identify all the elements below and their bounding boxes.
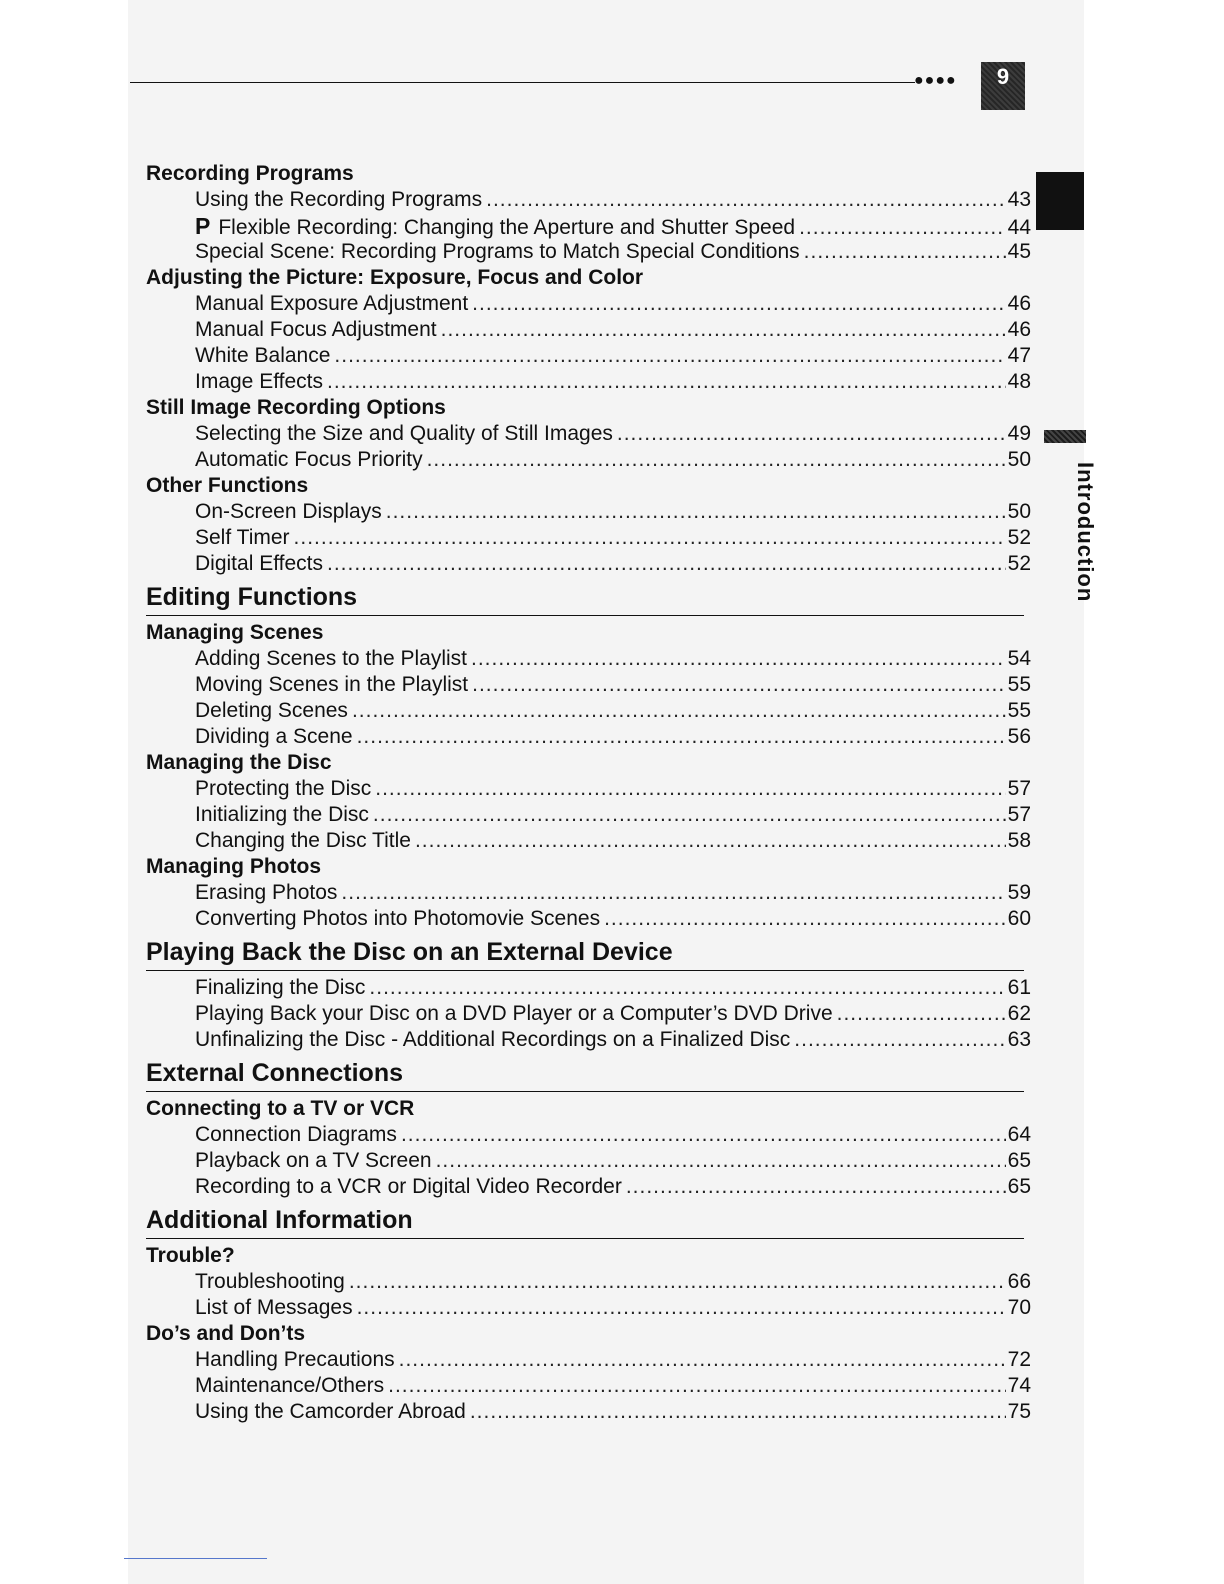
dot-leader	[486, 187, 1006, 213]
toc-entry-title: Changing the Disc Title	[195, 829, 411, 852]
dot-leader	[415, 828, 1006, 854]
toc-page-number: 45	[1007, 240, 1031, 263]
toc-page-number: 56	[1007, 725, 1031, 748]
toc-entry[interactable]	[146, 525, 1031, 551]
toc-entry[interactable]	[146, 802, 1031, 828]
dot-leader	[327, 551, 1006, 577]
toc-entry-title-wrap	[195, 1347, 395, 1373]
toc-entry-title-wrap	[195, 698, 348, 724]
toc-entry-title-wrap	[195, 880, 337, 906]
toc-entry[interactable]	[146, 698, 1031, 724]
toc-entry[interactable]	[146, 1148, 1031, 1174]
toc-entry-title: Manual Exposure Adjustment	[195, 292, 469, 315]
toc-entry[interactable]	[146, 1001, 1031, 1027]
dot-leader	[804, 239, 1006, 265]
dot-leader	[388, 1373, 1006, 1399]
toc-entry[interactable]	[146, 1373, 1031, 1399]
toc-entry-title-wrap	[195, 213, 795, 241]
toc-entry-title: Dividing a Scene	[195, 725, 353, 748]
dot-leader	[334, 343, 1005, 369]
toc-group-heading: Connecting to a TV or VCR	[146, 1097, 415, 1120]
toc-group-heading: Adjusting the Picture: Exposure, Focus and Color	[146, 266, 644, 289]
toc-entry[interactable]	[146, 499, 1031, 525]
dot-leader	[471, 646, 1006, 672]
dot-leader	[617, 421, 1006, 447]
toc-entry[interactable]	[146, 1399, 1031, 1425]
toc-entry[interactable]	[146, 317, 1031, 343]
table-of-contents	[146, 161, 1031, 1425]
toc-entry-title-wrap	[195, 1373, 384, 1399]
toc-page-number: 62	[1007, 1002, 1031, 1025]
toc-entry-title: On-Screen Displays	[195, 500, 382, 523]
toc-entry[interactable]	[146, 369, 1031, 395]
dot-leader	[799, 215, 1006, 241]
toc-entry[interactable]	[146, 1027, 1031, 1053]
toc-page-number: 61	[1007, 976, 1031, 999]
dot-leader	[327, 369, 1006, 395]
toc-entry-title: Handling Precautions	[195, 1348, 395, 1371]
toc-entry-title-wrap	[195, 525, 290, 551]
toc-entry-title-wrap	[195, 343, 330, 369]
toc-entry-title: Special Scene: Recording Programs to Match Special Conditions	[195, 240, 800, 263]
toc-entry-title-wrap	[195, 1122, 397, 1148]
dot-leader	[427, 447, 1006, 473]
dot-leader	[441, 317, 1006, 343]
toc-entry-title-wrap	[195, 1174, 622, 1200]
toc-entry[interactable]	[146, 906, 1031, 932]
toc-entry-title: Flexible Recording: Changing the Aperture and Shutter Speed	[218, 216, 796, 239]
toc-entry-title: White Balance	[195, 344, 331, 367]
toc-group-heading: Still Image Recording Options	[146, 396, 446, 419]
toc-entry-title-wrap	[195, 369, 323, 395]
toc-group-heading: Managing Photos	[146, 855, 321, 878]
toc-page-number: 44	[1007, 216, 1031, 239]
toc-entry-title: List of Messages	[195, 1296, 353, 1319]
toc-entry-title: Automatic Focus Priority	[195, 448, 423, 471]
toc-entry-title-wrap	[195, 828, 411, 854]
toc-entry[interactable]	[146, 421, 1031, 447]
toc-page-number: 46	[1007, 292, 1031, 315]
toc-page-number: 75	[1007, 1400, 1031, 1423]
dot-leader	[472, 291, 1005, 317]
toc-entry-title-wrap	[195, 1295, 353, 1321]
toc-entry[interactable]	[146, 724, 1031, 750]
toc-entry-title: Playing Back your Disc on a DVD Player or a Computer’s DVD Drive	[195, 1002, 833, 1025]
dot-leader	[373, 802, 1006, 828]
toc-entry-title: Protecting the Disc	[195, 777, 372, 800]
toc-page-number: 52	[1007, 526, 1031, 549]
dot-leader	[375, 776, 1005, 802]
toc-page-number: 58	[1007, 829, 1031, 852]
toc-entry-title: Playback on a TV Screen	[195, 1149, 432, 1172]
toc-entry-title: Deleting Scenes	[195, 699, 348, 722]
toc-page-number: 55	[1007, 699, 1031, 722]
toc-page-number: 47	[1007, 344, 1031, 367]
dot-leader	[470, 1399, 1006, 1425]
toc-page-number: 48	[1007, 370, 1031, 393]
dot-leader	[294, 525, 1006, 551]
toc-entry-title-wrap	[195, 291, 468, 317]
toc-page-number: 54	[1007, 647, 1031, 670]
toc-page-number: 50	[1007, 500, 1031, 523]
toc-page-number: 59	[1007, 881, 1031, 904]
toc-page-number: 65	[1007, 1175, 1031, 1198]
toc-entry[interactable]	[146, 646, 1031, 672]
toc-entry[interactable]	[146, 672, 1031, 698]
toc-entry-title-wrap	[195, 1269, 345, 1295]
toc-entry-title-wrap	[195, 239, 800, 265]
toc-entry-title-wrap	[195, 646, 467, 672]
dot-leader	[794, 1027, 1005, 1053]
toc-group-heading: Managing the Disc	[146, 751, 332, 774]
toc-entry-title-wrap	[195, 447, 423, 473]
toc-section-heading: External Connections	[146, 1058, 1024, 1092]
toc-page-number: 50	[1007, 448, 1031, 471]
page-number: 9	[996, 64, 1010, 89]
page-number-badge	[981, 62, 1025, 110]
toc-group-heading: Managing Scenes	[146, 621, 324, 644]
toc-entry-title: Using the Recording Programs	[195, 188, 483, 211]
toc-page-number: 74	[1007, 1374, 1031, 1397]
toc-entry-title-wrap	[195, 724, 353, 750]
toc-entry[interactable]	[146, 1122, 1031, 1148]
toc-entry-title: Selecting the Size and Quality of Still Images	[195, 422, 613, 445]
toc-entry[interactable]	[146, 975, 1031, 1001]
toc-section-heading: Additional Information	[146, 1205, 1024, 1239]
toc-entry-title-wrap	[195, 776, 371, 802]
toc-group-heading: Recording Programs	[146, 162, 354, 185]
toc-entry-title-wrap	[195, 187, 482, 213]
toc-entry[interactable]	[146, 551, 1031, 577]
dot-leader	[401, 1122, 1006, 1148]
toc-entry[interactable]	[146, 447, 1031, 473]
toc-entry-title: Digital Effects	[195, 552, 323, 575]
side-tab-label: Introduction	[1073, 462, 1098, 603]
toc-entry-title-wrap	[195, 317, 437, 343]
toc-entry[interactable]	[146, 828, 1031, 854]
bottom-edge-line	[124, 1558, 267, 1559]
dot-leader	[349, 1269, 1006, 1295]
toc-page-number: 46	[1007, 318, 1031, 341]
toc-entry-title: Recording to a VCR or Digital Video Recorder	[195, 1175, 622, 1198]
dot-leader	[436, 1148, 1006, 1174]
toc-entry-title: Maintenance/Others	[195, 1374, 385, 1397]
toc-section-heading: Editing Functions	[146, 582, 1024, 616]
toc-entry[interactable]	[146, 343, 1031, 369]
toc-entry-title-wrap	[195, 551, 323, 577]
dot-leader	[604, 906, 1006, 932]
toc-page-number: 64	[1007, 1123, 1031, 1146]
toc-entry-title: Image Effects	[195, 370, 324, 393]
toc-entry-title-wrap	[195, 1027, 790, 1053]
toc-entry-title: Erasing Photos	[195, 881, 338, 904]
dot-leader	[352, 698, 1006, 724]
toc-entry[interactable]	[146, 187, 1031, 213]
toc-entry[interactable]	[146, 880, 1031, 906]
toc-entry-title-wrap	[195, 672, 468, 698]
toc-page-number: 72	[1007, 1348, 1031, 1371]
toc-entry-title-wrap	[195, 906, 600, 932]
toc-entry-title: Unfinalizing the Disc - Additional Recordings on a Finalized Disc	[195, 1028, 791, 1051]
program-mode-p-icon: P	[195, 213, 211, 239]
toc-entry-title-wrap	[195, 1399, 466, 1425]
toc-entry-title: Manual Focus Adjustment	[195, 318, 437, 341]
toc-entry[interactable]	[146, 776, 1031, 802]
toc-page-number: 43	[1007, 188, 1031, 211]
toc-entry[interactable]	[146, 1174, 1031, 1200]
section-tab-marker	[1044, 430, 1086, 443]
toc-entry-title: Initializing the Disc	[195, 803, 369, 826]
header-dots: ●●●●	[914, 72, 957, 89]
toc-entry-title-wrap	[195, 499, 382, 525]
toc-entry-title-wrap	[195, 1001, 833, 1027]
dot-leader	[357, 724, 1006, 750]
dot-leader	[626, 1174, 1006, 1200]
toc-entry[interactable]	[146, 239, 1031, 265]
toc-group-heading: Trouble?	[146, 1244, 235, 1267]
toc-page-number: 52	[1007, 552, 1031, 575]
toc-entry-title: Using the Camcorder Abroad	[195, 1400, 466, 1423]
chapter-tab-marker	[1036, 172, 1084, 230]
toc-entry-title: Finalizing the Disc	[195, 976, 366, 999]
toc-entry-title-wrap	[195, 1148, 432, 1174]
dot-leader	[837, 1001, 1006, 1027]
toc-page-number: 66	[1007, 1270, 1031, 1293]
toc-page-number: 49	[1007, 422, 1031, 445]
toc-group-heading: Other Functions	[146, 474, 309, 497]
dot-leader	[357, 1295, 1006, 1321]
toc-entry[interactable]	[146, 291, 1031, 317]
header-rule	[130, 82, 915, 83]
toc-page-number: 55	[1007, 673, 1031, 696]
dot-leader	[399, 1347, 1006, 1373]
toc-entry[interactable]	[146, 213, 1031, 239]
toc-entry[interactable]	[146, 1347, 1031, 1373]
toc-entry-title-wrap	[195, 421, 613, 447]
toc-entry-title-wrap	[195, 802, 369, 828]
toc-section-heading: Playing Back the Disc on an External Device	[146, 937, 1024, 971]
toc-entry-title: Converting Photos into Photomovie Scenes	[195, 907, 601, 930]
toc-entry-title: Troubleshooting	[195, 1270, 345, 1293]
toc-page-number: 57	[1007, 777, 1031, 800]
toc-entry[interactable]	[146, 1269, 1031, 1295]
toc-page-number: 65	[1007, 1149, 1031, 1172]
toc-entry-title-wrap	[195, 975, 365, 1001]
dot-leader	[369, 975, 1005, 1001]
toc-page-number: 60	[1007, 907, 1031, 930]
dot-leader	[386, 499, 1006, 525]
toc-entry-title: Connection Diagrams	[195, 1123, 397, 1146]
toc-page-number: 63	[1007, 1028, 1031, 1051]
toc-group-heading: Do’s and Don’ts	[146, 1322, 306, 1345]
toc-page-number: 57	[1007, 803, 1031, 826]
toc-entry-title: Adding Scenes to the Playlist	[195, 647, 467, 670]
toc-entry-title: Self Timer	[195, 526, 290, 549]
toc-page-number: 70	[1007, 1296, 1031, 1319]
dot-leader	[341, 880, 1005, 906]
dot-leader	[472, 672, 1006, 698]
toc-entry-title: Moving Scenes in the Playlist	[195, 673, 469, 696]
toc-entry[interactable]	[146, 1295, 1031, 1321]
